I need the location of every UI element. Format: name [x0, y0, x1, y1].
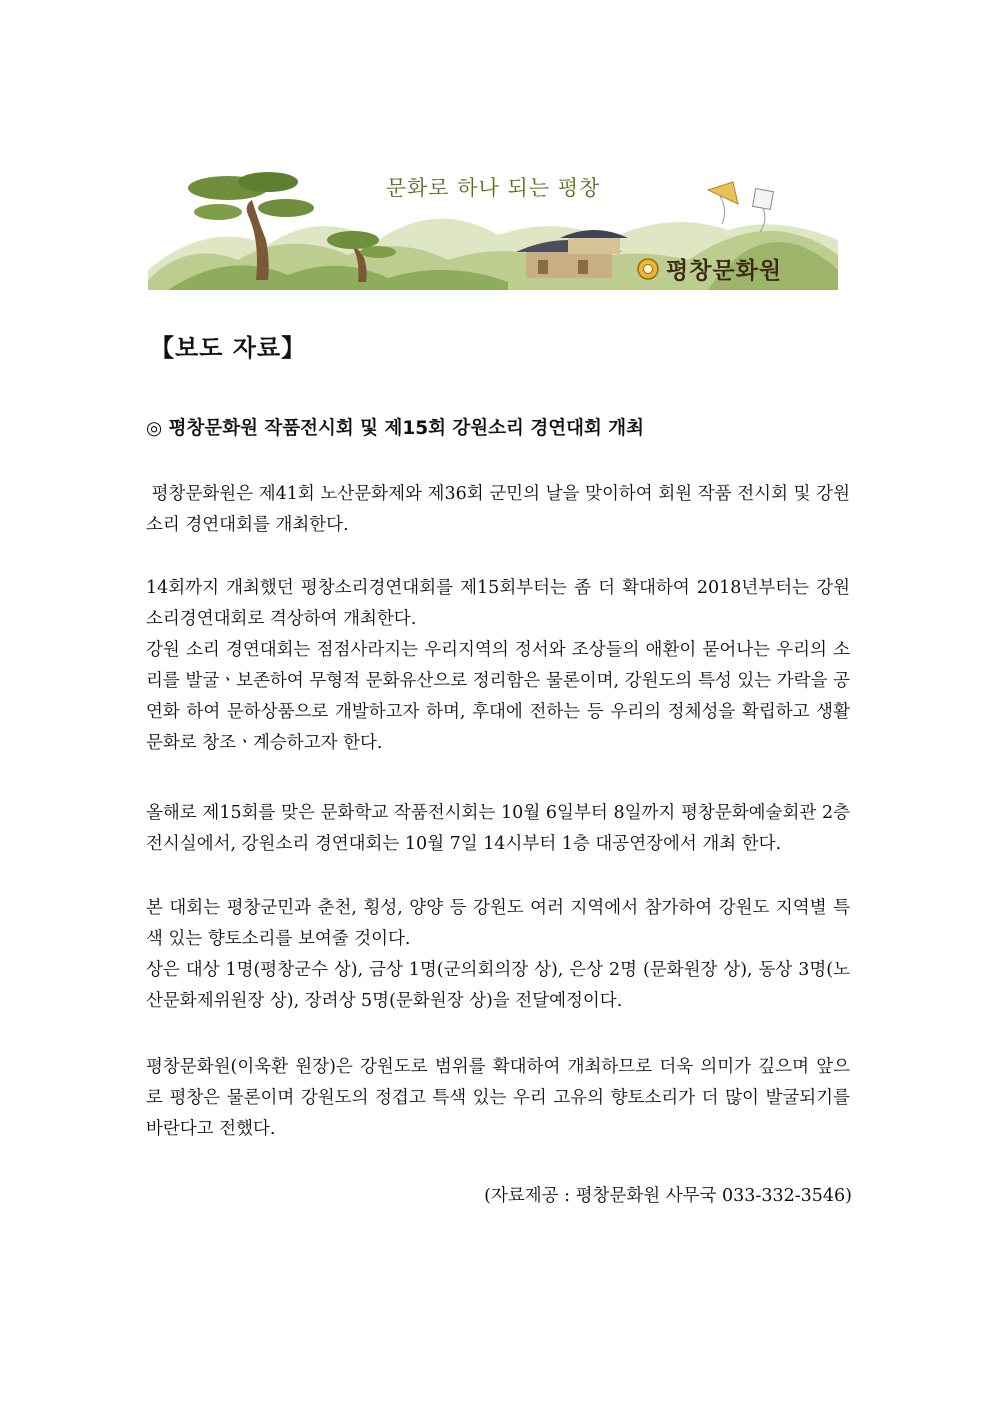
paragraph: 올해로 제15회를 맞은 문화학교 작품전시회는 10월 6일부터 8일까지 평창문화예술회관 2층 전시실에서, 강원소리 경연대회는 10월 7일 14시부터 1층 대공연장에서 개최 한다. — [146, 803, 850, 854]
banner-title: 문화로 하나 되는 평창 — [385, 176, 601, 200]
org-logo — [636, 252, 782, 285]
paragraph: 강원 소리 경연대회는 점점사라지는 우리지역의 정서와 조상들의 애환이 묻어나는 우리의 소리를 발굴ㆍ보존하여 무형적 문화유산으로 정리함은 물론이며, 강원도의 특성 있는 가락을 공연화 하여 문하상품으로 개발하고자 하며, 후대에 전하는 등 우리의 정체성을 확립하고 생활문화로 창조ㆍ계승하고자 한다. — [146, 640, 850, 753]
press-release-label: 【보도 자료】 — [150, 334, 307, 362]
paragraph: 상은 대상 1명(평창군수 상), 금상 1명(군의회의장 상), 은상 2명 (문화원장 상), 동상 3명(노산문화제위원장 상), 장려상 5명(문화원장 상)을 전달예정이다. — [146, 960, 850, 1011]
paragraph: 평창문화원은 제41회 노산문화제와 제36회 군민의 날을 맞이하여 회원 작품 전시회 및 강원소리 경연대회를 개최한다. — [146, 484, 850, 535]
emblem-icon — [636, 257, 660, 281]
header-banner — [148, 160, 838, 290]
paragraph: 14회까지 개최했던 평창소리경연대회를 제15회부터는 좀 더 확대하여 2018년부터는 강원소리경연대회로 격상하여 개최한다. — [146, 578, 850, 629]
paragraph: 본 대회는 평창군민과 춘천, 횡성, 양양 등 강원도 여러 지역에서 참가하여 강원도 지역별 특색 있는 향토소리를 보여줄 것이다. — [146, 898, 850, 949]
org-name: 평창문화원 — [666, 258, 783, 284]
source-credit: (자료제공 : 평창문화원 사무국 033-332-3546) — [484, 1186, 852, 1206]
paragraph: 평창문화원(이욱환 원장)은 강원도로 범위를 확대하여 개최하므로 더욱 의미가 깊으며 앞으로 평창은 물론이며 강원도의 정겹고 특색 있는 우리 고유의 향토소리가 더 많이 발굴되기를 바란다고 전했다. — [146, 1057, 850, 1139]
headline: ◎ 평창문화원 작품전시회 및 제15회 강원소리 경연대회 개최 — [146, 418, 645, 439]
